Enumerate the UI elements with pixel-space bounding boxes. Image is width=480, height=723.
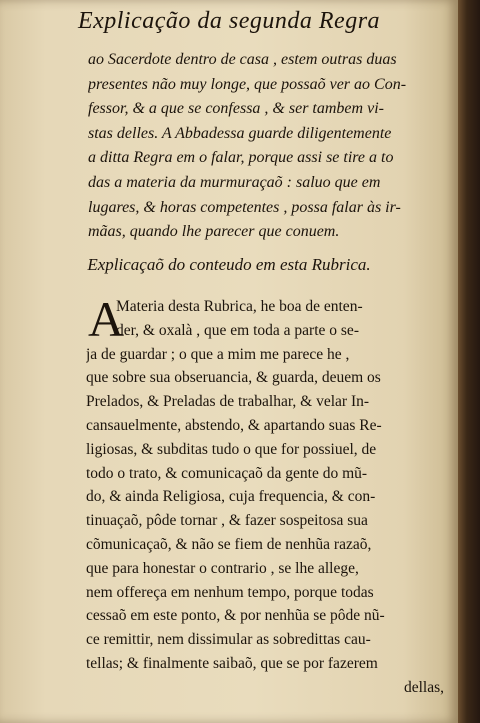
body-line: cansauelmente, abstendo, & apartando suas Re-	[86, 416, 382, 434]
body-line: ligiosas, & subditas tudo o que for possiuel, de	[86, 440, 377, 458]
body-line: que sobre sua obseruancia, & guarda, deuem os	[86, 369, 381, 387]
body-line: ce remittir, nem dissimular as sobredittas cau-	[86, 631, 371, 649]
italic-line: presentes não muy longe, que possaõ ver ao Con-	[88, 75, 407, 93]
italic-line: fessor, & a que se confessa , & ser tambem vi-	[88, 100, 384, 118]
body-line: tellas; & finalmente saibaõ, que se por fazerem	[86, 654, 378, 672]
section-subheading: Explicaçaõ do conteudo em esta Rubrica.	[87, 255, 371, 274]
body-line: todo o trato, & comunicaçaõ da gente do mũ-	[86, 464, 368, 482]
italic-line: a ditta Regra em o falar, porque assi se tire a to	[88, 149, 394, 167]
body-line: cessaõ em este ponto, & por nenhũa se pôde nũ-	[86, 607, 385, 625]
body-line: Prelados, & Preladas de trabalhar, & velar In-	[86, 393, 370, 411]
italic-line: ao Sacerdote dentro de casa , estem outras duas	[88, 51, 397, 68]
drop-cap: A	[88, 291, 125, 347]
running-head: Explicação da segunda Regra	[77, 8, 381, 34]
italic-line: mãas, quando lhe parecer que conuem.	[88, 223, 340, 241]
book-fore-edge	[458, 0, 480, 723]
body-line: cõmunicaçaõ, & não se fiem de nenhũa razaõ,	[86, 535, 372, 553]
body-line: que para honestar o contrario , se lhe allege,	[86, 559, 359, 577]
italic-line: lugares, & horas competentes , possa falar às ir-	[88, 198, 401, 216]
body-line: Materia desta Rubrica, he boa de enten-	[116, 298, 363, 315]
italic-text-block	[88, 48, 448, 245]
body-line: do, & ainda Religiosa, cuja frequencia, & con-	[86, 488, 376, 506]
body-text-block	[86, 291, 448, 700]
italic-line: das a materia da murmuraçaõ : saluo que em	[88, 173, 381, 191]
body-line: der, & oxalà , que em toda a parte o se-	[116, 321, 359, 339]
body-line: ja de guardar ; o que a mim me parece he ,	[86, 345, 350, 363]
body-line: nem offereça em nenhum tempo, porque todas	[86, 583, 374, 601]
italic-line: stas delles. A Abbadessa guarde diligentemente	[88, 124, 392, 142]
catchword: dellas,	[403, 678, 444, 696]
body-line: tinuaçaõ, pôde tornar , & fazer sospeitosa sua	[86, 512, 368, 530]
